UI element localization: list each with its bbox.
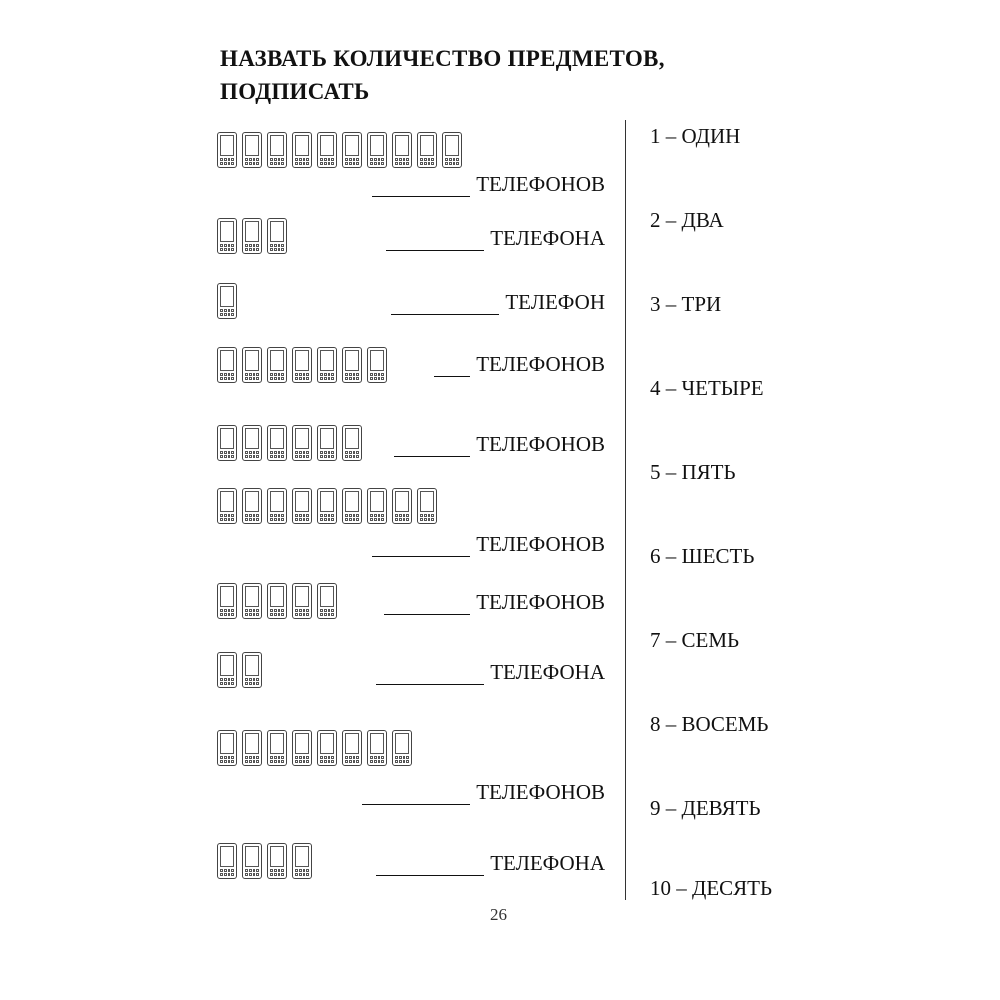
phone-icon: [267, 218, 287, 254]
phone-group: [217, 347, 387, 383]
answer-blank[interactable]: [372, 176, 470, 197]
phone-icon: [267, 132, 287, 168]
answer-line: [376, 660, 605, 685]
phone-icon: [217, 488, 237, 524]
number-word: 9 – ДЕВЯТЬ: [650, 796, 761, 820]
answer-blank[interactable]: [376, 855, 484, 876]
answer-label: ТЕЛЕФОНОВ: [476, 590, 605, 614]
phone-icon: [242, 488, 262, 524]
phone-icon: [442, 132, 462, 168]
answer-line: [362, 780, 605, 805]
phone-icon: [242, 652, 262, 688]
phone-icon: [292, 583, 312, 619]
answer-label: ТЕЛЕФОНОВ: [476, 532, 605, 556]
phone-icon: [342, 488, 362, 524]
number-word: 8 – ВОСЕМЬ: [650, 712, 769, 736]
phone-icon: [267, 843, 287, 879]
phone-icon: [367, 488, 387, 524]
phone-icon: [317, 347, 337, 383]
answer-line: [394, 432, 605, 457]
answer-label: ТЕЛЕФОНА: [490, 226, 605, 250]
number-word: 7 – СЕМЬ: [650, 628, 740, 652]
phone-group: [217, 132, 462, 168]
phone-icon: [417, 132, 437, 168]
answer-line: [372, 172, 605, 197]
phone-icon: [217, 425, 237, 461]
phone-icon: [317, 132, 337, 168]
number-word: 2 – ДВА: [650, 208, 724, 232]
worksheet-title: [220, 42, 665, 108]
phone-group: [217, 652, 262, 688]
title-line-1: НАЗВАТЬ КОЛИЧЕСТВО ПРЕДМЕТОВ,: [220, 46, 665, 71]
phone-icon: [217, 218, 237, 254]
number-word: 1 – ОДИН: [650, 124, 741, 148]
phone-group: [217, 425, 362, 461]
phone-icon: [292, 488, 312, 524]
answer-line: [376, 851, 605, 876]
answer-label: ТЕЛЕФОНОВ: [476, 780, 605, 804]
answer-label: ТЕЛЕФОН: [505, 290, 605, 314]
phone-icon: [242, 347, 262, 383]
phone-icon: [242, 843, 262, 879]
phone-group: [217, 730, 412, 766]
answer-label: ТЕЛЕФОНА: [490, 851, 605, 875]
phone-group: [217, 218, 287, 254]
phone-icon: [242, 730, 262, 766]
phone-icon: [217, 347, 237, 383]
phone-icon: [217, 583, 237, 619]
number-word: 4 – ЧЕТЫРЕ: [650, 376, 764, 400]
phone-icon: [342, 132, 362, 168]
phone-icon: [392, 488, 412, 524]
answer-line: [434, 352, 605, 377]
phone-icon: [242, 425, 262, 461]
phone-icon: [267, 583, 287, 619]
phone-icon: [342, 425, 362, 461]
number-word: 3 – ТРИ: [650, 292, 722, 316]
phone-icon: [292, 730, 312, 766]
phone-icon: [317, 730, 337, 766]
phone-icon: [392, 730, 412, 766]
phone-icon: [292, 843, 312, 879]
answer-blank[interactable]: [386, 230, 484, 251]
column-divider: [625, 120, 626, 900]
phone-icon: [317, 425, 337, 461]
phone-icon: [317, 488, 337, 524]
answer-blank[interactable]: [376, 664, 484, 685]
phone-icon: [217, 730, 237, 766]
phone-icon: [367, 132, 387, 168]
answer-blank[interactable]: [391, 294, 499, 315]
phone-icon: [267, 425, 287, 461]
number-word: 6 – ШЕСТЬ: [650, 544, 755, 568]
answer-blank[interactable]: [384, 594, 470, 615]
phone-icon: [217, 652, 237, 688]
answer-line: [372, 532, 605, 557]
phone-icon: [217, 132, 237, 168]
answer-blank[interactable]: [434, 356, 470, 377]
phone-icon: [267, 730, 287, 766]
phone-icon: [242, 132, 262, 168]
phone-icon: [242, 583, 262, 619]
answer-blank[interactable]: [372, 536, 470, 557]
answer-label: ТЕЛЕФОНОВ: [476, 172, 605, 196]
phone-icon: [242, 218, 262, 254]
phone-icon: [342, 730, 362, 766]
phone-icon: [292, 425, 312, 461]
phone-group: [217, 488, 437, 524]
page-number: 26: [490, 905, 507, 924]
phone-icon: [217, 843, 237, 879]
phone-icon: [392, 132, 412, 168]
phone-icon: [267, 488, 287, 524]
answer-line: [386, 226, 605, 251]
number-word: 10 – ДЕСЯТЬ: [650, 876, 773, 900]
answer-label: ТЕЛЕФОНОВ: [476, 432, 605, 456]
phone-group: [217, 283, 237, 319]
phone-icon: [217, 283, 237, 319]
phone-icon: [292, 347, 312, 383]
phone-group: [217, 843, 312, 879]
phone-icon: [317, 583, 337, 619]
answer-label: ТЕЛЕФОНА: [490, 660, 605, 684]
answer-blank[interactable]: [362, 784, 470, 805]
answer-line: [384, 590, 605, 615]
answer-blank[interactable]: [394, 436, 470, 457]
phone-icon: [292, 132, 312, 168]
answer-label: ТЕЛЕФОНОВ: [476, 352, 605, 376]
phone-icon: [367, 347, 387, 383]
phone-icon: [267, 347, 287, 383]
phone-icon: [417, 488, 437, 524]
title-line-2: ПОДПИСАТЬ: [220, 79, 370, 104]
number-word: 5 – ПЯТЬ: [650, 460, 736, 484]
phone-group: [217, 583, 337, 619]
answer-line: [391, 290, 605, 315]
phone-icon: [342, 347, 362, 383]
phone-icon: [367, 730, 387, 766]
